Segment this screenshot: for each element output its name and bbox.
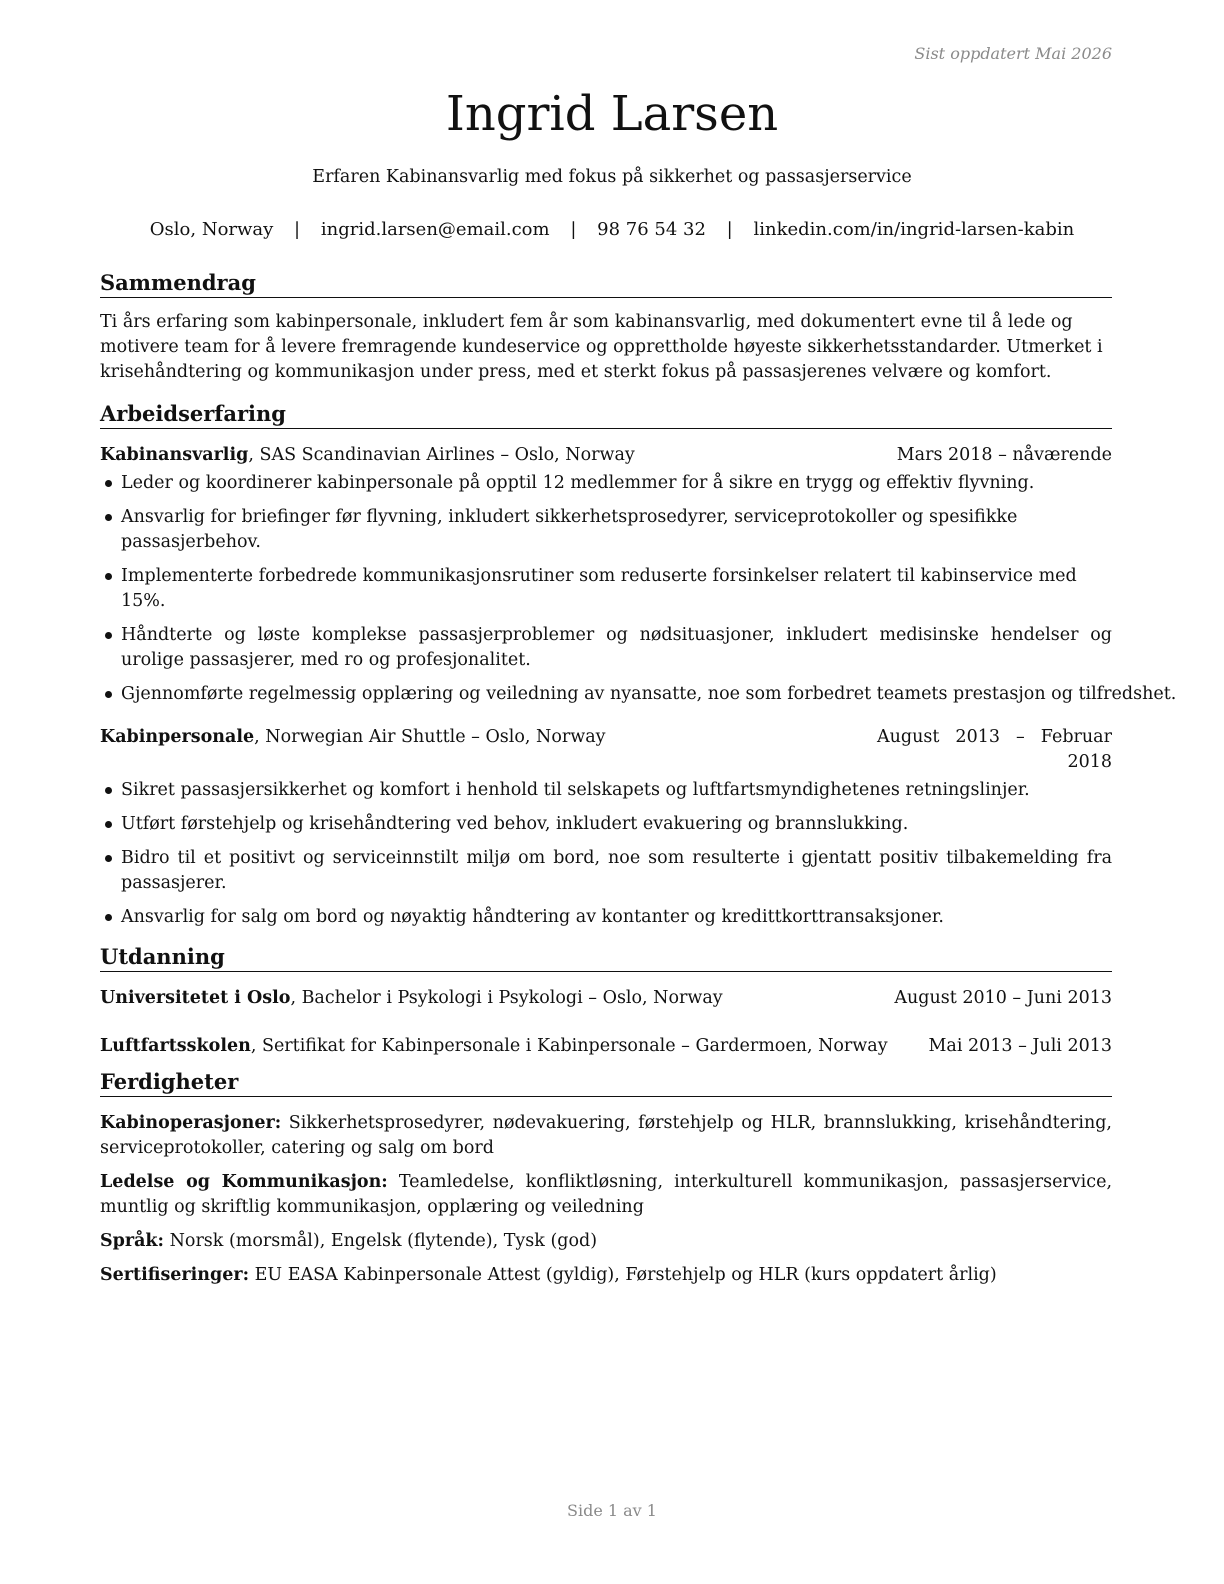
skill-text: Sikkerhetsprosedyrer, nødevakuering, førstehjelp og HLR, brannslukking, krisehåndtering, serviceprotokoller, catering og salg om bord: [100, 1113, 1112, 1158]
education-line: [100, 986, 723, 1011]
job-role: Kabinpersonale: [100, 727, 255, 747]
job-bullets: [100, 471, 1177, 707]
page-number: Side 1 av 1: [567, 1501, 657, 1520]
skill-label: Ledelse og Kommunikasjon:: [100, 1172, 388, 1192]
job-entry: [100, 443, 1177, 707]
resume-content: [100, 270, 1177, 1297]
contact-email[interactable]: ingrid.larsen@email.com: [320, 219, 550, 240]
skill-label: Kabinoperasjoner:: [100, 1113, 282, 1133]
education-dates: Mai 2013 – Juli 2013: [928, 1036, 1112, 1056]
education-dates: August 2010 – Juni 2013: [894, 988, 1112, 1008]
job-bullets: [100, 778, 1112, 930]
skill-item: [100, 1111, 1112, 1161]
contact-separator: |: [294, 219, 301, 240]
education-line: [100, 1034, 888, 1059]
section-title-experience: Arbeidserfaring: [100, 401, 1112, 429]
tagline: Erfaren Kabinansvarlig med fokus på sikkerhet og passasjerservice: [312, 167, 912, 187]
education-school: Luftfartsskolen: [100, 1036, 251, 1056]
skill-text: Norsk (morsmål), Engelsk (flytende), Tysk (god): [164, 1231, 598, 1251]
skill-item: [100, 1263, 1112, 1288]
skill-item: [100, 1170, 1112, 1220]
skills-list: [100, 1111, 1112, 1288]
bullet-item: Håndterte og løste komplekse passasjerproblemer og nødsituasjoner, inkludert medisinske hendelser og urolige passasjerer, med ro og profesjonalitet.: [100, 623, 1112, 673]
skill-item: [100, 1229, 1112, 1254]
bullet-item: Ansvarlig for salg om bord og nøyaktig håndtering av kontanter og kredittkorttransaksjoner.: [100, 905, 1112, 930]
contact-location: Oslo, Norway: [149, 219, 274, 240]
skill-text: Teamledelse, konfliktløsning, interkulturell kommunikasjon, passasjerservice, muntlig og skriftlig kommunikasjon, opplæring og veiledning: [100, 1172, 1113, 1217]
bullet-item: Ansvarlig for briefinger før flyvning, inkludert sikkerhetsprosedyrer, serviceprotokoller og spesifikke passasjerbehov.: [100, 505, 1112, 555]
bullet-item: Implementerte forbedrede kommunikasjonsrutiner som reduserte forsinkelser relatert til kabinservice med 15%.: [100, 564, 1112, 614]
education-school: Universitetet i Oslo: [100, 988, 291, 1008]
education-entry: [100, 986, 1112, 1011]
education-detail: , Bachelor i Psykologi i Psykologi – Oslo, Norway: [290, 988, 723, 1008]
bullet-item: Bidro til et positivt og serviceinnstilt miljø om bord, noe som resulterte i gjentatt positiv tilbakemelding fra passasjerer.: [100, 846, 1112, 896]
job-org: , SAS Scandinavian Airlines – Oslo, Norway: [248, 445, 635, 465]
job-entry: [100, 725, 1112, 930]
section-title-summary: Sammendrag: [100, 270, 1112, 298]
contact-line: [0, 219, 1224, 240]
contact-separator: |: [726, 219, 733, 240]
job-role: Kabinansvarlig: [100, 445, 249, 465]
contact-phone: 98 76 54 32: [597, 219, 706, 240]
skill-label: Språk:: [100, 1231, 165, 1251]
section-title-skills: Ferdigheter: [100, 1069, 1112, 1097]
skill-text: EU EASA Kabinpersonale Attest (gyldig), Førstehjelp og HLR (kurs oppdatert årlig): [249, 1265, 997, 1285]
job-dates: August 2013 – Februar 2018: [877, 727, 1112, 772]
bullet-item: Sikret passasjersikkerhet og komfort i henhold til selskapets og luftfartsmyndighetenes retningslinjer.: [100, 778, 1112, 803]
contact-linkedin[interactable]: linkedin.com/in/ingrid-larsen-kabin: [753, 219, 1075, 240]
bullet-item: Utført førstehjelp og krisehåndtering ved behov, inkludert evakuering og brannslukking.: [100, 812, 1112, 837]
bullet-item: Leder og koordinerer kabinpersonale på opptil 12 medlemmer for å sikre en trygg og effektiv flyvning.: [100, 471, 1112, 496]
job-header: [100, 725, 1112, 775]
education-entry: [100, 1034, 1112, 1059]
education-detail: , Sertifikat for Kabinpersonale i Kabinpersonale – Gardermoen, Norway: [250, 1036, 888, 1056]
candidate-name: Ingrid Larsen: [445, 86, 779, 142]
contact-separator: |: [570, 219, 577, 240]
skill-label: Sertifiseringer:: [100, 1265, 250, 1285]
job-title-line: [100, 443, 635, 468]
bullet-item: Gjennomførte regelmessig opplæring og veiledning av nyansatte, noe som forbedret teamets prestasjon og tilfredshet.: [100, 682, 1112, 707]
job-title-line: [100, 725, 606, 750]
last-updated-note: Sist oppdatert Mai 2026: [914, 44, 1112, 63]
job-org: , Norwegian Air Shuttle – Oslo, Norway: [254, 727, 606, 747]
job-dates: Mars 2018 – nåværende: [896, 445, 1112, 465]
summary-text: Ti års erfaring som kabinpersonale, inkludert fem år som kabinansvarlig, med dokumentert evne til å lede og motivere team for å levere fremragende kundeservice og opprettholde høyeste sikkerhetsstandarder. Utmerket i krisehåndtering og kommunikasjon under press, med et sterkt fokus på passasjerenes velvære og komfort.: [100, 312, 1103, 382]
section-title-education: Utdanning: [100, 944, 1112, 972]
job-header: [100, 443, 1112, 468]
